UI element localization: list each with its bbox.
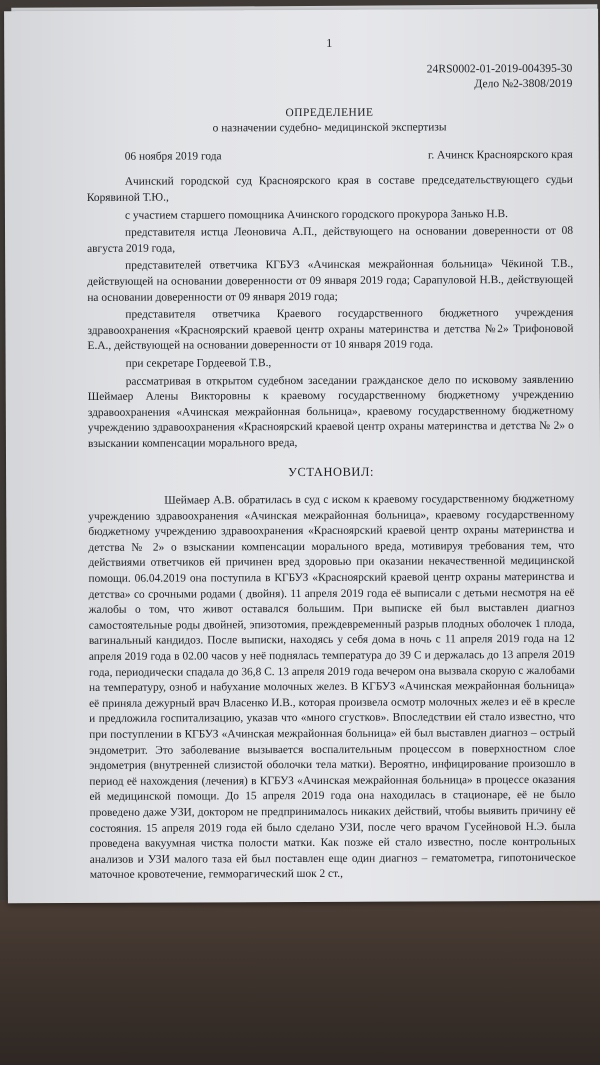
document-content xyxy=(86,31,576,884)
intro-paragraph: представителей ответчика КГБУЗ «Ачинская межрайонная больница» Чёкиной Т.В., действующей на основании доверенности от 09 января 2019 года; Сарапуловой Н.В., действующей на основании доверенности от 09 января 2019 года; xyxy=(87,258,574,304)
intro-paragraph: рассматривая в открытом судебном заседании гражданское дело по исковому заявлению Шеймаер Алены Викторовны к краевому государственному бюджетному учреждению здравоохранения «Ачинская межрайонная больница», краевому государственному бюджетному учреждению здравоохранения «Красноярский краевой центр охраны материнства и детства № 2» о взыскании компенсации морального вреда, xyxy=(87,373,574,450)
case-registry-number: 24RS0002-01-2019-004395-30 xyxy=(426,61,573,76)
intro-paragraph: Ачинский городской суд Красноярского края в составе председательствующего судьи Корявиной Т.Ю., xyxy=(86,174,573,204)
intro-paragraph: представителя истца Леоновича А.П., действующего на основании доверенности от 08 августа 2019 года, xyxy=(87,224,574,255)
intro-paragraph: представителя ответчика Краевого государственного бюджетного учреждения здравоохранения «Красноярский краевой центр охраны материнства и детства №2» Трифоновой Е.А., действующей на основании доверенности от 10 января 2019 года. xyxy=(87,306,574,353)
section-heading: УСТАНОВИЛ: xyxy=(288,465,375,480)
page-number: 1 xyxy=(326,35,333,50)
desk-surface xyxy=(0,900,600,1065)
document-page xyxy=(4,9,600,904)
document-subtitle: о назначении судебно- медицинской экспертизы xyxy=(212,121,447,135)
body-paragraph: Шеймаер А.В. обратилась в суд с иском к краевому государственному бюджетному учреждению здравоохранения «Ачинская межрайонная больница», краевому государственному бюджетному учреждению здравоохранения «Красноярский краевой центр охраны материнства и детства № 2» о взыскании компенсации морального вреда, мотивируя требования тем, что действиями ответчиков ей причинен вред здоровью при оказании некачественной медицинской помощи. 06.04.2019 она поступила в КГБУЗ «Красноярский краевой центр охраны материнства и детства» со срочными родами ( двойня). 11 апреля 2019 года её выписали с детьми несмотря на её жалобы о том, что живот оставался большим. При выписке ей был выставлен диагноз самостоятельные роды двойней, эпизотомия, преждевременный разрыв плодных оболочек 1 плода, вагинальный кандидоз. После выписки, находясь у себя дома в ночь с 11 апреля 2019 года на 12 апреля 2019 года в 02.00 часов у неё поднялась температура до 39 С и держалась до 13 апреля 2019 года, периодически спадала до 36,8 С. 13 апреля 2019 года вечером она вызвала скорую с жалобами на температуру, озноб и набухание молочных желез. В КГБУЗ «Ачинская межрайонная больница» её приняла дежурный врач Власенко И.В., которая произвела осмотр молочных желез и её в кресле и предложила госпитализацию, указав что «много сгустков». Впоследствии ей стало известно, что при поступлении в КГБУЗ «Ачинская межрайонная больница» ей был выставлен диагноз – острый эндометрит. Это заболевание вызывается воспалительным процессом в поверхностном слое эндометрия (внутренней слизистой оболочки тела матки). Вероятно, инфицирование произошло в период её нахождения (лечения) в КГБУЗ «Ачинская межрайонная больница» в процессе оказания ей медицинской помощи. До 15 апреля 2019 года она находилась в стационаре, её не было проведено даже УЗИ, доктором не предпринималось никаких действий, чтобы выявить причину её состояния. 15 апреля 2019 года ей было сделано УЗИ, после чего врачом Гусейновой Н.Э. была проведена вакуумная чистка полости матки. Как позже ей стало известно, после контрольных анализов и УЗИ малого таза ей был поставлен еще один диагноз – гематометра, гипотоническое маточное кровотечение, гемморагический шок 2 ст., xyxy=(88,492,576,882)
date-place-line xyxy=(87,148,573,166)
case-number-block xyxy=(86,60,572,92)
intro-paragraph: с участием старшего помощника Ачинского городского прокурора Занько Н.В. xyxy=(124,207,508,222)
intro-paragraph: при секретаре Гордеевой Т.В., xyxy=(125,357,272,370)
case-file-number: Дело №2-3808/2019 xyxy=(474,76,573,90)
document-title: ОПРЕДЕЛЕНИЕ xyxy=(285,106,374,119)
document-date: 06 ноября 2019 года xyxy=(124,150,222,163)
document-place: г. Ачинск Красноярского края xyxy=(427,148,573,162)
